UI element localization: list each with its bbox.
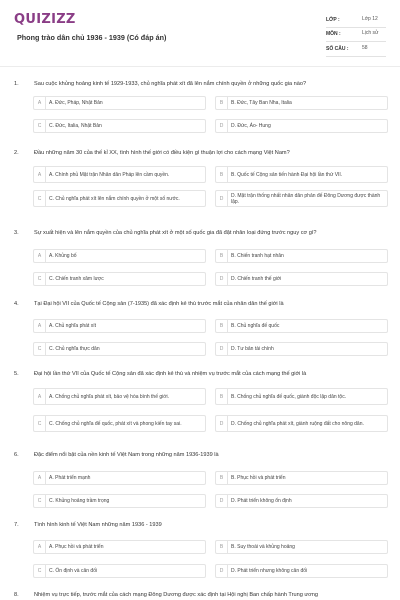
question-number: 6. bbox=[14, 452, 19, 458]
question-text: Sau cuộc khủng hoảng kinh tế 1929-1933, chủ nghĩa phát xít đã lên nắm chính quyền ở những quốc gia nào? bbox=[34, 81, 307, 87]
answer-option-c[interactable] bbox=[33, 415, 206, 432]
option-text: A. Phục hồi và phát triển bbox=[49, 543, 104, 550]
option-text: B. Suy thoái và khủng hoảng bbox=[231, 543, 295, 550]
answer-option-d[interactable] bbox=[215, 190, 388, 207]
answer-option-b[interactable] bbox=[215, 540, 388, 554]
question-text: Tình hình kinh tế Việt Nam những năm 1936 - 1939 bbox=[34, 522, 162, 528]
question-number: 8. bbox=[14, 592, 19, 598]
option-text: C. Chủ nghĩa thực dân bbox=[49, 345, 100, 352]
option-text: B. Quốc tế Cộng sản tiến hành Đại hội lần thứ VII. bbox=[231, 171, 343, 178]
answer-option-d[interactable] bbox=[215, 564, 388, 578]
option-text: A. Phát triển mạnh bbox=[49, 474, 91, 481]
option-letter: D bbox=[216, 565, 228, 577]
meta-value: Lịch sử bbox=[362, 30, 379, 36]
option-letter: B bbox=[216, 541, 228, 553]
header-divider bbox=[0, 66, 400, 67]
option-text: C. Chống chủ nghĩa đế quốc, phát xít và phong kiến tay sai. bbox=[49, 420, 182, 427]
answer-option-a[interactable] bbox=[33, 471, 206, 485]
answer-option-d[interactable] bbox=[215, 119, 388, 133]
meta-value: Lớp 12 bbox=[362, 16, 378, 22]
answer-option-c[interactable] bbox=[33, 190, 206, 207]
option-letter: D bbox=[216, 273, 228, 285]
answer-option-c[interactable] bbox=[33, 494, 206, 508]
option-letter: A bbox=[34, 389, 46, 404]
answer-option-c[interactable] bbox=[33, 342, 206, 356]
option-letter: D bbox=[216, 120, 228, 132]
option-letter: C bbox=[34, 191, 46, 206]
option-letter: A bbox=[34, 541, 46, 553]
answer-option-b[interactable] bbox=[215, 471, 388, 485]
question-number: 3. bbox=[14, 230, 19, 236]
option-letter: A bbox=[34, 320, 46, 332]
option-letter: B bbox=[216, 389, 228, 404]
option-letter: C bbox=[34, 120, 46, 132]
question-number: 7. bbox=[14, 522, 19, 528]
option-letter: C bbox=[34, 416, 46, 431]
question-text: Đầu những năm 30 của thế kỉ XX, tình hình thế giới có điều kiện gì thuận lợi cho cách mạng Việt Nam? bbox=[34, 150, 290, 156]
option-text: B. Phục hồi và phát triển bbox=[231, 474, 286, 481]
option-letter: B bbox=[216, 97, 228, 109]
option-letter: A bbox=[34, 97, 46, 109]
answer-option-b[interactable] bbox=[215, 388, 388, 405]
option-text: B. Chiến tranh hạt nhân bbox=[231, 252, 284, 259]
answer-option-a[interactable] bbox=[33, 249, 206, 263]
option-text: C. Chủ nghĩa phát xít lên nắm chính quyền ở một số nước. bbox=[49, 195, 180, 202]
option-letter: B bbox=[216, 320, 228, 332]
option-letter: A bbox=[34, 472, 46, 484]
question-text: Đại hội lần thứ VII của Quốc tế Cộng sản đã xác định kẻ thù và nhiệm vụ trước mắt của cách mạng thế giới là bbox=[34, 371, 307, 377]
option-letter: C bbox=[34, 495, 46, 507]
meta-divider bbox=[326, 41, 386, 42]
option-letter: C bbox=[34, 565, 46, 577]
option-letter: B bbox=[216, 250, 228, 262]
question-number: 2. bbox=[14, 150, 19, 156]
answer-option-d[interactable] bbox=[215, 415, 388, 432]
option-letter: C bbox=[34, 343, 46, 355]
option-text: D. Mặt trận thống nhất nhân dân phản đế Đông Dương được thành lập. bbox=[231, 192, 381, 205]
question-number: 5. bbox=[14, 371, 19, 377]
worksheet-header bbox=[0, 0, 400, 66]
option-text: A. Chủ nghĩa phát xít bbox=[49, 322, 96, 329]
option-text: D. Phát triển không ổn định bbox=[231, 497, 292, 504]
option-text: D. Đức, Áo- Hung bbox=[231, 122, 271, 129]
option-letter: C bbox=[34, 273, 46, 285]
option-text: B. Chống chủ nghĩa đế quốc, giành độc lập dân tộc. bbox=[231, 393, 347, 400]
meta-divider bbox=[326, 56, 386, 57]
answer-option-b[interactable] bbox=[215, 166, 388, 183]
answer-option-c[interactable] bbox=[33, 272, 206, 286]
question-text: Nhiệm vụ trực tiếp, trước mắt của cách mạng Đông Dương được xác định tại Hội nghị Ban chấp hành Trung ương bbox=[34, 592, 319, 598]
option-letter: D bbox=[216, 416, 228, 431]
answer-option-b[interactable] bbox=[215, 96, 388, 110]
option-text: A. Chống chủ nghĩa phát xít, bảo vệ hòa bình thế giới. bbox=[49, 393, 170, 400]
option-text: C. Khủng hoảng trầm trọng bbox=[49, 497, 110, 504]
meta-label: SỐ CÂU : bbox=[326, 46, 349, 52]
answer-option-d[interactable] bbox=[215, 272, 388, 286]
answer-option-a[interactable] bbox=[33, 166, 206, 183]
question-text: Sự xuất hiện và lên nắm quyền của chủ nghĩa phát xít ở một số quốc gia đã đặt nhân loại đứng trước nguy cơ gì? bbox=[34, 230, 317, 236]
option-text: C. Đức, Italia, Nhật Bản bbox=[49, 122, 102, 129]
meta-divider bbox=[326, 27, 386, 28]
option-text: B. Chủ nghĩa đế quốc bbox=[231, 322, 280, 329]
answer-option-d[interactable] bbox=[215, 494, 388, 508]
option-text: A. Chính phủ Mặt trận Nhân dân Pháp lên cầm quyền. bbox=[49, 171, 170, 178]
option-text: A. Khủng bố bbox=[49, 252, 77, 259]
answer-option-a[interactable] bbox=[33, 388, 206, 405]
option-text: D. Chiến tranh thế giới bbox=[231, 275, 282, 282]
answer-option-a[interactable] bbox=[33, 540, 206, 554]
question-text: Đặc điểm nổi bật của nền kinh tế Việt Nam trong những năm 1936-1939 là bbox=[34, 452, 219, 458]
answer-option-a[interactable] bbox=[33, 319, 206, 333]
option-text: C. Chiến tranh xâm lược bbox=[49, 275, 104, 282]
option-letter: D bbox=[216, 495, 228, 507]
option-letter: A bbox=[34, 167, 46, 182]
option-letter: D bbox=[216, 343, 228, 355]
option-text: D. Chống chủ nghĩa phát xít, giành ruộng đất cho nông dân. bbox=[231, 420, 364, 427]
option-letter: B bbox=[216, 472, 228, 484]
option-letter: B bbox=[216, 167, 228, 182]
answer-option-c[interactable] bbox=[33, 564, 206, 578]
quizizz-logo: QUIZIZZ bbox=[14, 12, 76, 27]
option-text: D. Phát triển nhưng không cân đối bbox=[231, 567, 308, 574]
option-letter: A bbox=[34, 250, 46, 262]
question-number: 4. bbox=[14, 301, 19, 307]
meta-value: 58 bbox=[362, 45, 368, 51]
answer-option-a[interactable] bbox=[33, 96, 206, 110]
answer-option-b[interactable] bbox=[215, 249, 388, 263]
question-number: 1. bbox=[14, 81, 19, 87]
meta-label: LỚP : bbox=[326, 17, 340, 23]
question-text: Tại Đại hội VII của Quốc tế Cộng sản (7-1935) đã xác định kẻ thù trước mắt của nhân dân thế giới là bbox=[34, 301, 284, 307]
answer-option-b[interactable] bbox=[215, 319, 388, 333]
answer-option-d[interactable] bbox=[215, 342, 388, 356]
answer-option-c[interactable] bbox=[33, 119, 206, 133]
option-letter: D bbox=[216, 191, 228, 206]
option-text: C. Ổn định và cân đối bbox=[49, 567, 98, 574]
option-text: D. Tư bản tài chính bbox=[231, 345, 274, 352]
option-text: B. Đức, Tây Ban Nha, Italia bbox=[231, 99, 292, 106]
page-title: Phong trào dân chủ 1936 - 1939 (Có đáp án) bbox=[17, 33, 167, 42]
meta-label: MÔN : bbox=[326, 31, 341, 37]
option-text: A. Đức, Pháp, Nhật Bản bbox=[49, 99, 103, 106]
